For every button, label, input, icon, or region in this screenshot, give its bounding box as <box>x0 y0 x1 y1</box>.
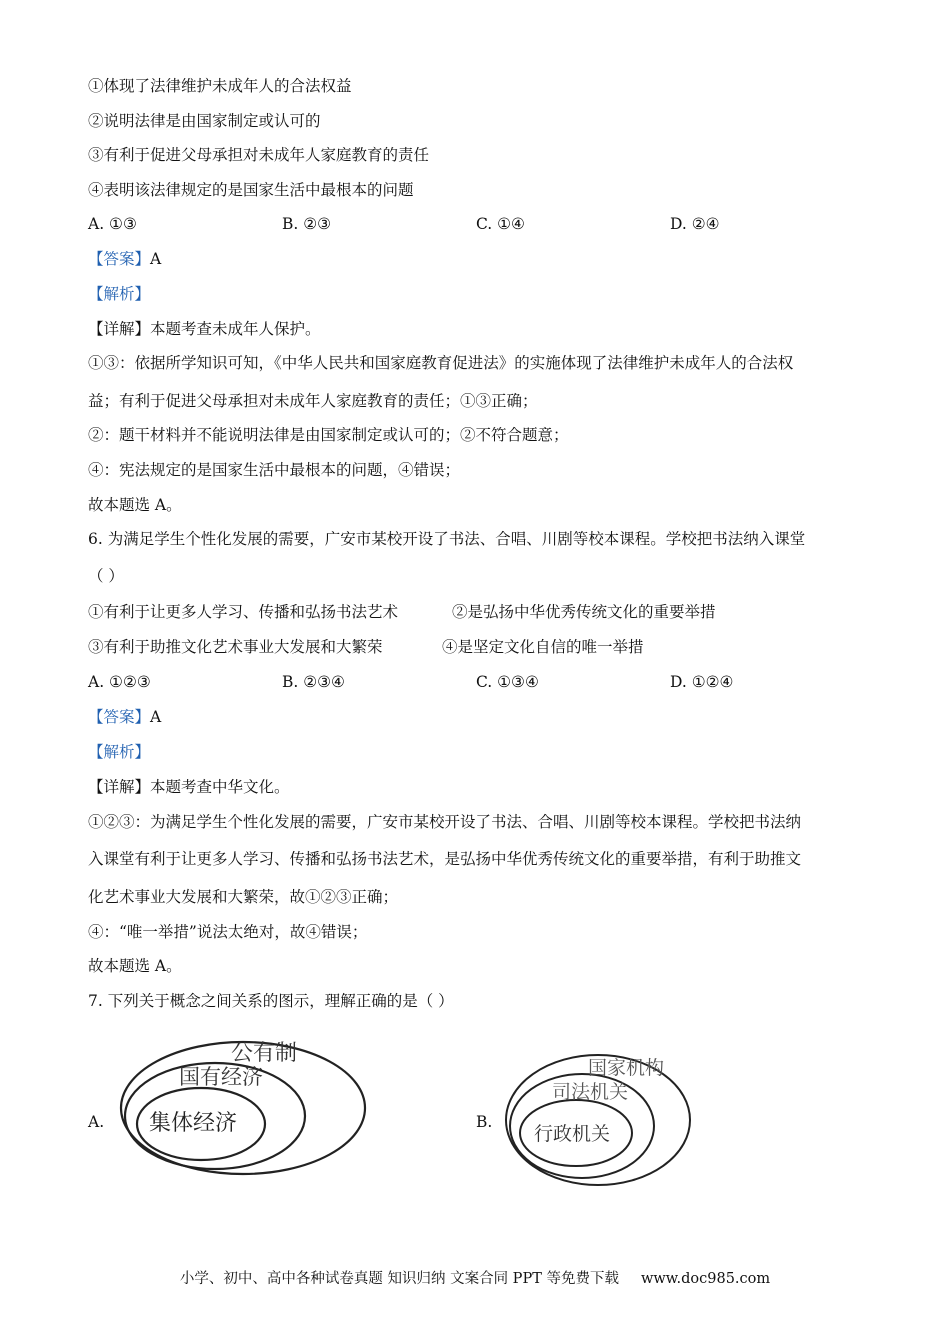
q6-statement-4: ④是坚定文化自信的唯一举措 <box>442 638 644 656</box>
diagram-b <box>500 1042 700 1192</box>
footer-url[interactable]: www.doc985.com <box>640 1271 771 1287</box>
q7-stem: 7. 下列关于概念之间关系的图示，理解正确的是（ ） <box>88 992 454 1010</box>
page-footer <box>0 1268 950 1290</box>
q5-statement-4: ④表明该法律规定的是国家生活中最根本的问题 <box>88 181 414 199</box>
answer-value: A <box>150 708 162 726</box>
q5-detail-2: ①③：依据所学知识可知，《中华人民共和国家庭教育促进法》的实施体现了法律维护未成年人的合法权 <box>88 354 794 372</box>
answer-tag: 【答案】 <box>88 708 151 726</box>
q6-statement-1: ①有利于让更多人学习、传播和弘扬书法艺术 <box>88 603 399 621</box>
diagram-a-middle-label: 国有经济 <box>179 1065 263 1089</box>
q6-option-d: D. ①②④ <box>670 673 734 691</box>
q6-detail-5: ④：“唯一举措”说法太绝对，故④错误； <box>88 923 368 941</box>
q5-option-a: A. ①③ <box>88 215 137 233</box>
q5-detail-6: 故本题选 A。 <box>88 496 182 514</box>
q6-statement-2: ②是弘扬中华优秀传统文化的重要举措 <box>452 603 716 621</box>
q6-option-c: C. ①③④ <box>476 673 539 691</box>
q6-analysis-tag: 【解析】 <box>88 743 151 761</box>
q5-detail-3: 益；有利于促进父母承担对未成年人家庭教育的责任；①③正确； <box>88 392 538 410</box>
q5-detail-5: ④：宪法规定的是国家生活中最根本的问题，④错误； <box>88 461 461 479</box>
q6-stem-2: （ ） <box>88 567 124 585</box>
q6-answer <box>88 706 161 728</box>
q5-statement-1: ①体现了法律维护未成年人的合法权益 <box>88 77 352 95</box>
q5-option-c: C. ①④ <box>476 215 525 233</box>
footer-text: 小学、初中、高中各种试卷真题 知识归纳 文案合同 PPT 等免费下载 <box>179 1271 619 1287</box>
diagram-a-outer-label: 公有制 <box>231 1041 298 1066</box>
diagram-a <box>115 1030 375 1180</box>
answer-value: A <box>150 250 162 268</box>
q6-detail-4: 化艺术事业大发展和大繁荣，故①②③正确； <box>88 888 399 906</box>
q6-option-b: B. ②③④ <box>282 673 345 691</box>
q5-answer <box>88 248 161 270</box>
diagram-a-option: A. <box>88 1113 105 1131</box>
q6-detail-6: 故本题选 A。 <box>88 957 182 975</box>
diagram-b-option: B. <box>476 1113 493 1131</box>
q5-statement-2: ②说明法律是由国家制定或认可的 <box>88 112 321 130</box>
q6-stem-1: 6. 为满足学生个性化发展的需要，广安市某校开设了书法、合唱、川剧等校本课程。学校把书法纳入课堂 <box>88 530 806 548</box>
diagram-b-inner-label: 行政机关 <box>534 1123 611 1145</box>
q6-option-a: A. ①②③ <box>88 673 151 691</box>
q6-detail-1: 【详解】本题考查中华文化。 <box>88 778 290 796</box>
q6-detail-2: ①②③：为满足学生个性化发展的需要，广安市某校开设了书法、合唱、川剧等校本课程。学校把书法纳 <box>88 813 802 831</box>
diagram-a-inner-label: 集体经济 <box>149 1111 238 1136</box>
q5-option-b: B. ②③ <box>282 215 332 233</box>
q5-analysis-tag: 【解析】 <box>88 285 151 303</box>
q5-option-d: D. ②④ <box>670 215 720 233</box>
q5-detail-4: ②：题干材料并不能说明法律是由国家制定或认可的；②不符合题意； <box>88 426 569 444</box>
diagram-b-middle-label: 司法机关 <box>552 1081 629 1103</box>
answer-tag: 【答案】 <box>88 250 151 268</box>
q5-statement-3: ③有利于促进父母承担对未成年人家庭教育的责任 <box>88 146 430 164</box>
q5-detail-1: 【详解】本题考查未成年人保护。 <box>88 320 321 338</box>
q6-statement-3: ③有利于助推文化艺术事业大发展和大繁荣 <box>88 638 383 656</box>
q6-detail-3: 入课堂有利于让更多人学习、传播和弘扬书法艺术，是弘扬中华优秀传统文化的重要举措，有利于助推文 <box>88 850 802 868</box>
diagram-b-outer-label: 国家机构 <box>588 1057 665 1079</box>
